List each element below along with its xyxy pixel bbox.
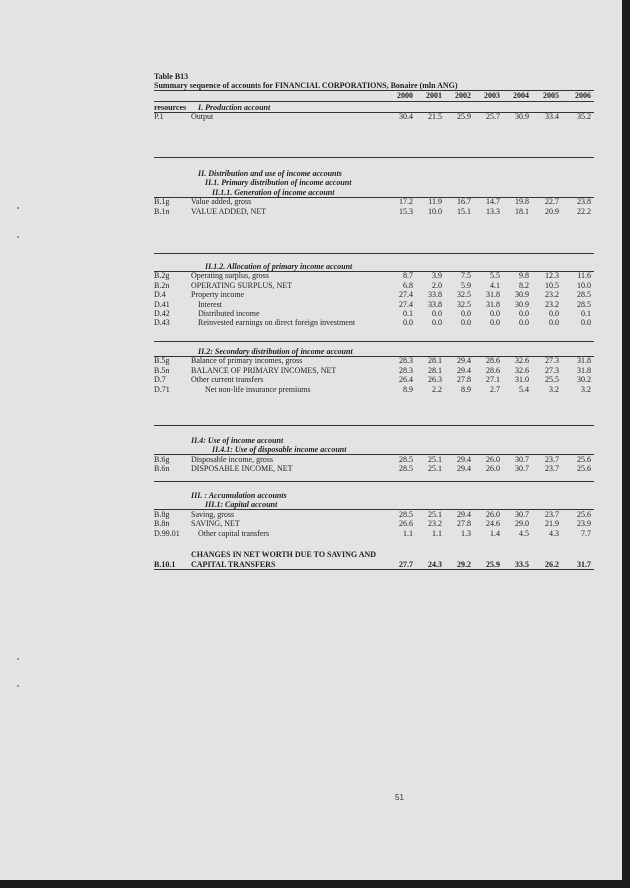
binding-mark xyxy=(17,685,19,687)
cell-value-2006: 35.2 xyxy=(577,112,591,122)
cell-value-2000: 26.4 xyxy=(399,375,413,385)
section-heading: resources xyxy=(154,103,187,112)
cell-value-2001: 25.1 xyxy=(428,464,442,474)
cell-value-2000: 27.4 xyxy=(399,290,413,300)
year-header-2002: 2002 xyxy=(455,91,471,100)
cell-value-2004: 30.7 xyxy=(515,464,529,474)
header-rule-bottom xyxy=(154,101,594,102)
cell-value-2001: 25.1 xyxy=(428,509,442,519)
cell-value-2006: 31.8 xyxy=(577,356,591,366)
total-underline xyxy=(154,569,594,570)
cell-value-2005: 0.0 xyxy=(549,309,559,318)
cell-value-2000: 28.5 xyxy=(399,509,413,519)
total-label-line1: CHANGES IN NET WORTH DUE TO SAVING AND xyxy=(191,550,377,559)
cell-value-2003: 4.1 xyxy=(490,280,500,290)
row-code: D.42 xyxy=(154,309,170,318)
cell-value-2005: 20.9 xyxy=(545,206,559,216)
cell-value-2000: 28.3 xyxy=(399,356,413,366)
cell-value-2001: 33.8 xyxy=(428,290,442,300)
cell-value-2002: 29.4 xyxy=(457,454,471,464)
row-label: Distributed income xyxy=(198,309,260,318)
cell-value-2001: 2.2 xyxy=(432,384,442,394)
cell-value-2002: 1.3 xyxy=(461,528,471,538)
cell-value-2000: 0.1 xyxy=(403,309,413,318)
scan-edge-right xyxy=(622,0,630,888)
cell-value-2005: 25.5 xyxy=(545,375,559,385)
cell-value-2006: 25.6 xyxy=(577,464,591,474)
cell-value-2004: 30.7 xyxy=(515,454,529,464)
section-divider xyxy=(154,253,594,254)
cell-value-2005: 3.2 xyxy=(549,384,559,394)
cell-value-2004: 0.0 xyxy=(519,318,529,328)
cell-value-2002: 29.4 xyxy=(457,464,471,474)
cell-value-2000: 8.7 xyxy=(403,271,413,281)
cell-value-2003: 28.6 xyxy=(486,365,500,375)
cell-value-2004: 30.9 xyxy=(515,299,529,309)
row-label: Reinvested earnings on direct foreign investment xyxy=(198,318,356,328)
cell-value-2002: 7.5 xyxy=(461,271,471,281)
row-label: Interest xyxy=(198,299,222,309)
year-header-2005: 2005 xyxy=(543,91,559,100)
cell-value-2003: 26.0 xyxy=(486,454,500,464)
cell-value-2002: 8.9 xyxy=(461,384,471,394)
cell-value-2001: 25.1 xyxy=(428,454,442,464)
cell-value-2006: 31.8 xyxy=(577,365,591,375)
cell-value-2004: 30.9 xyxy=(515,112,529,122)
cell-value-2006: 0.1 xyxy=(581,309,591,318)
cell-value-2000: 1.1 xyxy=(403,528,413,538)
year-header-2000: 2000 xyxy=(397,91,413,100)
cell-value-2004: 29.0 xyxy=(515,519,529,529)
cell-value-2002: 29.4 xyxy=(457,365,471,375)
cell-value-2003: 14.7 xyxy=(486,197,500,207)
row-label: Value added, gross xyxy=(191,197,252,207)
cell-value-2005: 27.3 xyxy=(545,365,559,375)
section-heading: I. Production account xyxy=(198,103,271,112)
row-label: OPERATING SURPLUS, NET xyxy=(191,280,293,290)
cell-value-2002: 0.0 xyxy=(461,318,471,328)
cell-value-2003: 31.8 xyxy=(486,299,500,309)
total-code: B.10.1 xyxy=(154,560,176,569)
cell-value-2005: 10.5 xyxy=(545,280,559,290)
cell-value-2001: 11.9 xyxy=(428,197,442,207)
section-divider xyxy=(154,425,594,426)
row-label: Other capital transfers xyxy=(198,528,270,538)
row-code: B.6g xyxy=(154,454,170,464)
section-heading: II.4.1: Use of disposable income account xyxy=(212,445,347,455)
cell-value-2002: 32.5 xyxy=(457,290,471,300)
cell-value-2002: 27.8 xyxy=(457,519,471,529)
cell-value-2006: 25.6 xyxy=(577,509,591,519)
row-label: DISPOSABLE INCOME, NET xyxy=(191,464,293,474)
row-label: Property income xyxy=(191,290,245,300)
cell-value-2003: 28.6 xyxy=(486,356,500,366)
cell-value-2000: 28.5 xyxy=(399,464,413,474)
year-header-2006: 2006 xyxy=(575,91,591,100)
cell-value-2005: 21.9 xyxy=(545,519,559,529)
row-code: D.99.01 xyxy=(154,528,180,538)
cell-value-2000: 8.9 xyxy=(403,384,413,394)
row-code: B.2n xyxy=(154,280,170,290)
cell-value-2006: 28.5 xyxy=(577,299,591,309)
row-label: SAVING, NET xyxy=(191,519,240,529)
total-value-2001: 24.3 xyxy=(428,560,442,569)
cell-value-2004: 31.0 xyxy=(515,375,529,385)
cell-value-2005: 23.7 xyxy=(545,464,559,474)
binding-mark xyxy=(17,658,19,660)
row-label: Net non-life insurance premiums xyxy=(205,384,311,394)
row-label: BALANCE OF PRIMARY INCOMES, NET xyxy=(191,365,337,375)
cell-value-2003: 5.5 xyxy=(490,271,500,281)
section-divider xyxy=(154,157,594,158)
cell-value-2005: 33.4 xyxy=(545,112,559,122)
row-code: D.43 xyxy=(154,318,170,328)
total-value-2002: 29.2 xyxy=(457,560,471,569)
binding-mark xyxy=(17,236,19,238)
total-value-2000: 27.7 xyxy=(399,560,413,569)
cell-value-2004: 18.1 xyxy=(515,206,529,216)
binding-mark xyxy=(17,207,19,209)
cell-value-2005: 4.3 xyxy=(549,528,559,538)
row-label: Disposable income, gross xyxy=(191,454,273,464)
row-label: Operating surplus, gross xyxy=(191,271,269,281)
scan-edge-bottom xyxy=(0,880,630,888)
cell-value-2000: 28.5 xyxy=(399,454,413,464)
table-id: Table B13 xyxy=(154,72,189,81)
cell-value-2002: 16.7 xyxy=(457,197,471,207)
cell-value-2001: 23.2 xyxy=(428,519,442,529)
row-label: Output xyxy=(191,112,214,122)
row-label: Other current transfers xyxy=(191,375,264,385)
cell-value-2004: 5.4 xyxy=(519,384,529,394)
cell-value-2003: 25.7 xyxy=(486,112,500,122)
total-label-line2: CAPITAL TRANSFERS xyxy=(191,560,276,569)
section-divider xyxy=(154,481,594,482)
cell-value-2003: 1.4 xyxy=(490,528,500,538)
cell-value-2001: 21.5 xyxy=(428,112,442,122)
row-code: D.4 xyxy=(154,290,166,300)
cell-value-2000: 27.4 xyxy=(399,299,413,309)
cell-value-2005: 23.7 xyxy=(545,454,559,464)
cell-value-2000: 15.3 xyxy=(399,206,413,216)
page-number: 51 xyxy=(395,793,404,802)
cell-value-2005: 23.2 xyxy=(545,290,559,300)
row-label: VALUE ADDED, NET xyxy=(191,206,267,216)
cell-value-2006: 7.7 xyxy=(581,528,591,538)
total-value-2004: 33.5 xyxy=(515,560,529,569)
cell-value-2003: 2.7 xyxy=(490,384,500,394)
cell-value-2004: 9.8 xyxy=(519,271,529,281)
cell-value-2005: 0.0 xyxy=(549,318,559,328)
row-code: B.8n xyxy=(154,519,170,529)
cell-value-2002: 27.8 xyxy=(457,375,471,385)
cell-value-2000: 30.4 xyxy=(399,112,413,122)
row-code: D.71 xyxy=(154,384,170,394)
row-code: B.8g xyxy=(154,509,170,519)
cell-value-2002: 25.9 xyxy=(457,112,471,122)
row-code: B.2g xyxy=(154,271,170,281)
section-heading: II.1. Primary distribution of income account xyxy=(205,178,352,188)
section-divider xyxy=(154,341,594,342)
row-code: B.5g xyxy=(154,356,170,366)
cell-value-2000: 28.3 xyxy=(399,365,413,375)
cell-value-2003: 31.8 xyxy=(486,290,500,300)
cell-value-2006: 25.6 xyxy=(577,454,591,464)
cell-value-2003: 0.0 xyxy=(490,309,500,318)
section-heading: II.1.2. Allocation of primary income account xyxy=(205,262,353,271)
section-heading: III.1: Capital account xyxy=(205,500,278,510)
cell-value-2001: 3.9 xyxy=(432,271,442,281)
cell-value-2001: 33.8 xyxy=(428,299,442,309)
cell-value-2004: 19.8 xyxy=(515,197,529,207)
cell-value-2003: 13.3 xyxy=(486,206,500,216)
cell-value-2004: 0.0 xyxy=(519,309,529,318)
cell-value-2006: 30.2 xyxy=(577,375,591,385)
cell-value-2001: 26.3 xyxy=(428,375,442,385)
cell-value-2006: 22.2 xyxy=(577,206,591,216)
row-code: D.7 xyxy=(154,375,166,385)
cell-value-2005: 22.7 xyxy=(545,197,559,207)
cell-value-2001: 28.1 xyxy=(428,356,442,366)
total-value-2005: 26.2 xyxy=(545,560,559,569)
cell-value-2001: 1.1 xyxy=(432,528,442,538)
total-value-2006: 31.7 xyxy=(577,560,591,569)
row-code: B.5n xyxy=(154,365,170,375)
cell-value-2001: 2.0 xyxy=(432,280,442,290)
cell-value-2006: 3.2 xyxy=(581,384,591,394)
row-label: Balance of primary incomes, gross xyxy=(191,356,303,366)
cell-value-2002: 29.4 xyxy=(457,509,471,519)
cell-value-2006: 0.0 xyxy=(581,318,591,328)
table-title: Summary sequence of accounts for FINANCIAL CORPORATIONS, Bonaire (mln ANG) xyxy=(154,81,458,90)
cell-value-2006: 23.8 xyxy=(577,197,591,207)
cell-value-2005: 23.2 xyxy=(545,299,559,309)
section-heading: II. Distribution and use of income accounts xyxy=(198,169,342,178)
section-heading: III. : Accumulation accounts xyxy=(191,491,287,500)
row-code: B.6n xyxy=(154,464,170,474)
cell-value-2005: 12.3 xyxy=(545,271,559,281)
total-value-2003: 25.9 xyxy=(486,560,500,569)
cell-value-2006: 11.6 xyxy=(577,271,591,281)
cell-value-2002: 0.0 xyxy=(461,309,471,318)
cell-value-2005: 27.3 xyxy=(545,356,559,366)
cell-value-2003: 26.0 xyxy=(486,464,500,474)
cell-value-2001: 28.1 xyxy=(428,365,442,375)
cell-value-2002: 5.9 xyxy=(461,280,471,290)
year-header-2004: 2004 xyxy=(513,91,529,100)
cell-value-2006: 23.9 xyxy=(577,519,591,529)
year-header-2001: 2001 xyxy=(426,91,442,100)
cell-value-2003: 24.6 xyxy=(486,519,500,529)
cell-value-2004: 8.2 xyxy=(519,280,529,290)
row-code: P.1 xyxy=(154,112,164,122)
cell-value-2001: 10.0 xyxy=(428,206,442,216)
cell-value-2006: 28.5 xyxy=(577,290,591,300)
cell-value-2003: 26.0 xyxy=(486,509,500,519)
cell-value-2002: 15.1 xyxy=(457,206,471,216)
cell-value-2004: 32.6 xyxy=(515,365,529,375)
row-label: Saving, gross xyxy=(191,509,235,519)
cell-value-2004: 30.7 xyxy=(515,509,529,519)
cell-value-2000: 26.6 xyxy=(399,519,413,529)
cell-value-2000: 17.2 xyxy=(399,197,413,207)
row-code: B.1g xyxy=(154,197,170,207)
cell-value-2006: 10.0 xyxy=(577,280,591,290)
year-header-2003: 2003 xyxy=(484,91,500,100)
cell-value-2003: 0.0 xyxy=(490,318,500,328)
cell-value-2004: 30.9 xyxy=(515,290,529,300)
cell-value-2002: 29.4 xyxy=(457,356,471,366)
section-heading: II.2: Secondary distribution of income account xyxy=(198,347,353,356)
cell-value-2004: 32.6 xyxy=(515,356,529,366)
section-heading: II.1.1. Generation of income account xyxy=(212,187,335,197)
cell-value-2002: 32.5 xyxy=(457,299,471,309)
cell-value-2001: 0.0 xyxy=(432,309,442,318)
cell-value-2001: 0.0 xyxy=(432,318,442,328)
row-code: B.1n xyxy=(154,206,170,216)
cell-value-2003: 27.1 xyxy=(486,375,500,385)
cell-value-2000: 6.8 xyxy=(403,280,413,290)
cell-value-2000: 0.0 xyxy=(403,318,413,328)
cell-value-2005: 23.7 xyxy=(545,509,559,519)
section-heading: II.4: Use of income account xyxy=(191,436,284,445)
row-code: D.41 xyxy=(154,299,170,309)
cell-value-2004: 4.5 xyxy=(519,528,529,538)
